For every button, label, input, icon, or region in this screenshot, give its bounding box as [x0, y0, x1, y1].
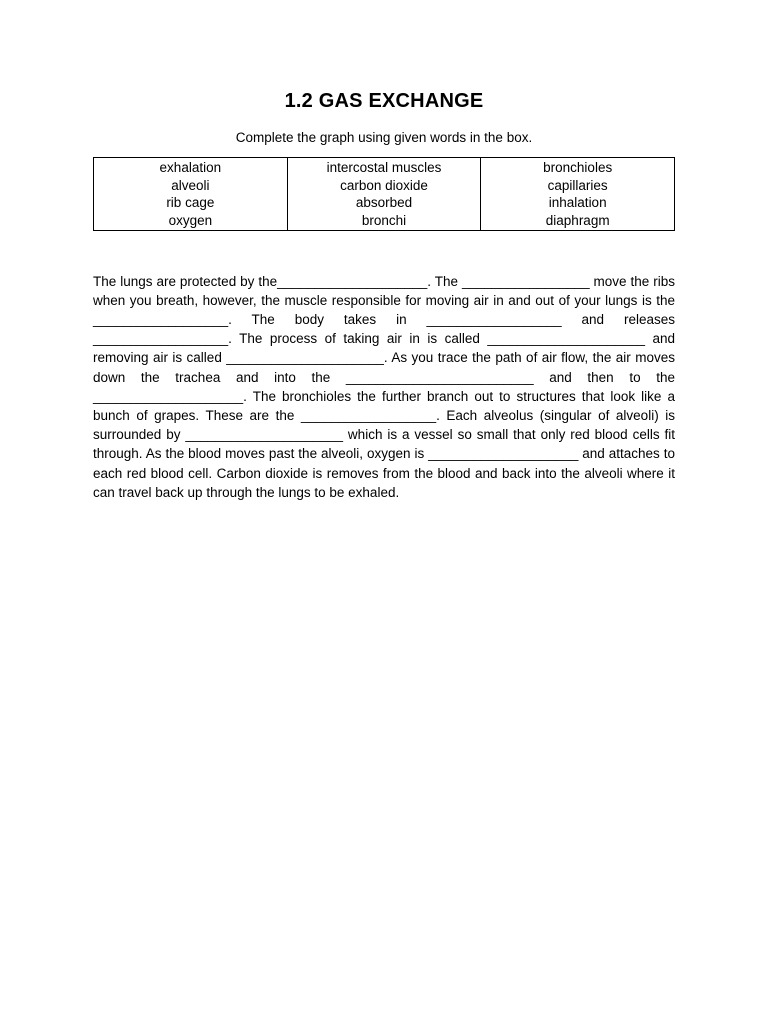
word-bank-item: alveoli [171, 177, 210, 193]
word-bank-column-2 [288, 158, 482, 230]
instruction-text: Complete the graph using given words in the box. [235, 130, 533, 145]
word-bank-box [93, 157, 675, 231]
word-bank-item: capillaries [547, 177, 608, 193]
word-bank-item: carbon dioxide [340, 177, 428, 193]
word-bank-item: bronchi [361, 212, 407, 228]
word-bank-item: intercostal muscles [326, 160, 442, 175]
page-title: 1.2 GAS EXCHANGE [284, 90, 484, 112]
fill-in-the-blank-passage: The lungs are protected by the____________________. The _________________ move the ribs when you breath, however, the muscle responsible for moving air in and out of your lungs is the __________________. The body takes in __________________ and releases __________________. The process of taking air in is called _____________________ and removing air is called _____________________. As you trace the path of air flow, the air moves down the trachea and into the _________________________ and then to the ____________________. The bronchioles the further branch out to structures that look like a bunch of grapes. These are the __________________. Each alveolus (singular of alveoli) is surrounded by _____________________ which is a vessel so small that only red blood cells fit through. As the blood moves past the alveoli, oxygen is ____________________ and attaches to each red blood cell. Carbon dioxide is removes from the blood and back into the alveoli where it can travel back up through the lungs to be exhaled. [93, 273, 675, 500]
word-bank-item: diaphragm [545, 212, 610, 228]
word-bank-column-3 [481, 158, 674, 230]
word-bank-item: inhalation [548, 195, 607, 210]
word-bank-item: absorbed [355, 195, 413, 210]
word-bank-item: oxygen [168, 212, 213, 228]
word-bank-item: rib cage [166, 195, 215, 210]
word-bank-item: bronchioles [543, 160, 613, 175]
word-bank-item: exhalation [159, 160, 222, 175]
word-bank-column-1 [94, 158, 288, 230]
